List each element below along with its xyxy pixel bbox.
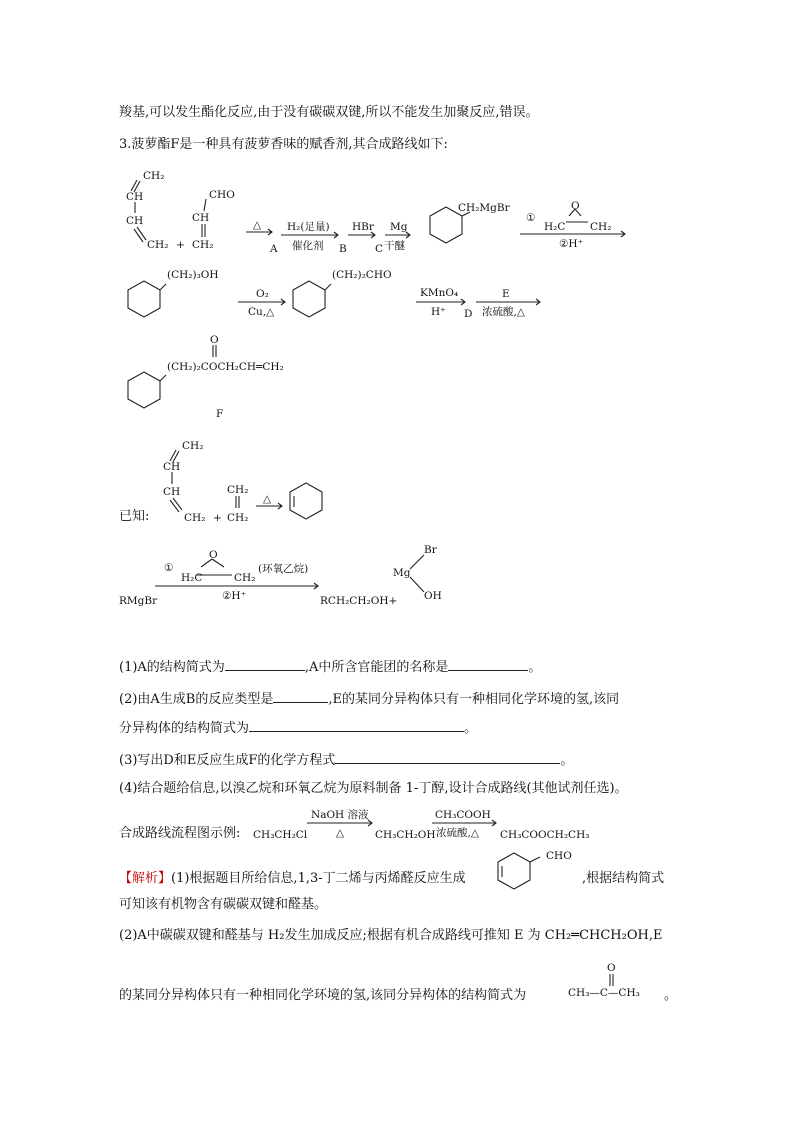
known-diene-c1: CH₂: [182, 440, 204, 452]
q2-text-a: (2)由A生成B的反应类型是: [119, 692, 274, 707]
known-epoxide-o: O: [209, 549, 218, 561]
example-mid: CH₃CH₂OH: [375, 829, 436, 841]
analysis-end: 。: [664, 988, 678, 1003]
analysis-line-3: (2)A中碳碳双键和醛基与 H₂发生加成反应;根据有机合成路线可推知 E 为 CH₂═CHCH₂OH,E: [119, 928, 663, 943]
ether-label: 干醚: [384, 240, 405, 252]
o2-reagent: O₂: [256, 288, 269, 300]
question-3: [119, 749, 573, 770]
known-ethene-c2: CH₂: [227, 512, 249, 524]
question-2-line-2: [119, 717, 477, 738]
q2-answer-blank-2[interactable]: [249, 717, 464, 732]
epoxide-name: (环氧乙烷): [258, 563, 309, 575]
example-end: CH₃COOCH₂CH₃: [500, 829, 590, 841]
known-label: 已知:: [119, 509, 150, 524]
example-label: 合成路线流程图示例:: [119, 826, 241, 841]
analysis-cho: CHO: [546, 850, 572, 862]
butadiene-c4: CH₂: [147, 239, 169, 251]
grignard-chain: CH₂MgBr: [458, 202, 510, 214]
analysis-text-1: (1)根据题目所给信息,1,3-丁二烯与丙烯醛反应生成: [171, 871, 466, 886]
q1-text-b: ,A中所含官能团的名称是: [304, 660, 449, 675]
hbr-reagent: HBr: [352, 221, 374, 233]
analysis-line-1-end: ,根据结构简式: [582, 871, 665, 886]
example-reagent-1: NaOH 溶液: [311, 809, 369, 821]
acrolein-ch: CH: [192, 212, 210, 224]
known-step-2: ②H⁺: [222, 590, 247, 602]
compound-b-label: B: [339, 243, 347, 255]
acrolein-cho: CHO: [209, 189, 235, 201]
h2-reagent: H₂(足量): [287, 221, 330, 233]
known-product: RCH₂CH₂OH+: [320, 595, 398, 607]
compound-a-label: A: [270, 243, 278, 255]
example-reagent-2: CH₃COOH: [435, 809, 491, 821]
heat-label: △: [253, 219, 262, 231]
compound-f-label: F: [216, 408, 224, 420]
h-plus-label: H⁺: [431, 306, 446, 318]
example-cond-2: 浓硫酸,△: [436, 827, 479, 839]
compound-c-label: C: [375, 243, 384, 255]
mg-center: Mg: [393, 567, 411, 579]
q3-text-b: 。: [560, 753, 574, 768]
cu-heat-label: Cu,△: [248, 306, 275, 318]
epoxide-o: O: [571, 200, 580, 212]
aldehyde-chain: (CH₂)₂CHO: [332, 269, 392, 281]
mg-reagent: Mg: [390, 221, 408, 233]
q2-text-d: 。: [464, 721, 478, 736]
catalyst-label: 催化剂: [292, 240, 324, 252]
q1-answer-blank-1[interactable]: [225, 656, 305, 671]
q3-answer-blank[interactable]: [335, 749, 560, 764]
butadiene-c1: CH₂: [143, 170, 165, 182]
acetone-structure: CH₃—C—CH₃: [568, 987, 640, 999]
epoxide-h2c: H₂C: [544, 221, 566, 233]
known-ethene-c1: CH₂: [227, 484, 249, 496]
q1-text-a: (1)A的结构简式为: [119, 660, 225, 675]
acetone-o: O: [607, 962, 616, 974]
kmno4-reagent: KMnO₄: [420, 287, 459, 299]
known-heat: △: [263, 493, 272, 505]
plus-sign: +: [176, 239, 185, 251]
compound-d-label: D: [464, 308, 473, 320]
analysis-line-2: 可知该有机物含有碳碳双键和醛基。: [119, 897, 328, 912]
question-3-title: 3.菠萝酯F是一种具有菠萝香味的赋香剂,其合成路线如下:: [119, 137, 448, 152]
ester-chain: (CH₂)₂COCH₂CH═CH₂: [167, 361, 284, 373]
analysis-line-1: [119, 870, 466, 888]
butadiene-c2: CH: [126, 191, 144, 203]
example-start: CH₃CH₂Cl: [253, 829, 308, 841]
epoxide-ch2: CH₂: [590, 221, 612, 233]
analysis-line-4: 的某同分异构体只有一种相同化学环境的氢,该同分异构体的结构简式为: [119, 988, 527, 1003]
ester-carbonyl-o: O: [210, 334, 219, 346]
known-epoxide-h2c: H₂C: [181, 572, 203, 584]
mg-oh: OH: [424, 590, 442, 602]
q2-text-c: 分异构体的结构简式为: [119, 721, 250, 736]
question-4: (4)结合题给信息,以溴乙烷和环氧乙烷为原料制备 1-丁醇,设计合成路线(其他试剂任选)。: [119, 781, 628, 796]
q3-text-a: (3)写出D和E反应生成F的化学方程式: [119, 753, 336, 768]
example-cond-1: △: [336, 827, 345, 839]
conc-h2so4-label: 浓硫酸,△: [482, 306, 525, 318]
analysis-tag: 【解析】: [119, 871, 172, 886]
step-1-label: ①: [526, 212, 536, 224]
known-diene-c3: CH: [163, 486, 181, 498]
acrolein-ch2: CH₂: [192, 239, 214, 251]
known-epoxide-ch2: CH₂: [234, 572, 256, 584]
q2-text-b: ,E的某同分异构体只有一种相同化学环境的氢,该同: [328, 692, 620, 707]
question-2-line-1: [119, 688, 619, 709]
q1-text-c: 。: [528, 660, 542, 675]
reagent-e: E: [502, 288, 510, 300]
rmgbr-label: RMgBr: [119, 595, 158, 607]
q1-answer-blank-2[interactable]: [448, 656, 528, 671]
known-diene-c2: CH: [163, 461, 181, 473]
alcohol-chain: (CH₂)₃OH: [167, 269, 219, 281]
mg-br: Br: [424, 544, 437, 556]
known-plus: +: [213, 512, 222, 524]
step-2-label: ②H⁺: [559, 238, 584, 250]
paragraph-intro: 羧基,可以发生酯化反应,由于没有碳碳双键,所以不能发生加聚反应,错误。: [119, 105, 539, 120]
butadiene-c3: CH: [126, 215, 144, 227]
question-1: [119, 656, 541, 677]
q2-answer-blank-1[interactable]: [273, 688, 328, 703]
known-step-1: ①: [164, 562, 174, 574]
known-diene-c4: CH₂: [184, 512, 206, 524]
